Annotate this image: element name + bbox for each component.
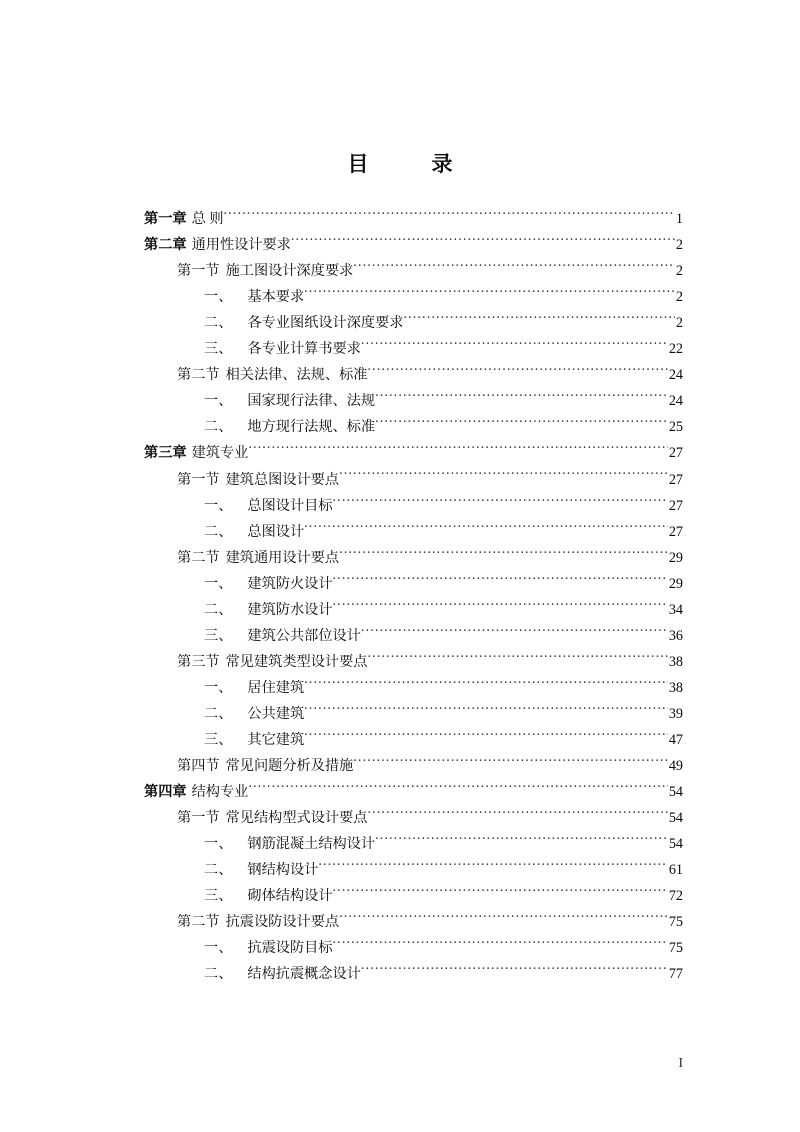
toc-entry-title: 总图设计 — [247, 523, 305, 540]
toc-entry-number: 三、 — [204, 627, 233, 644]
toc-dot-leader — [224, 197, 675, 223]
toc-entry-title: 砌体结构设计 — [247, 888, 333, 905]
toc-entry-number: 三、 — [204, 888, 233, 905]
toc-dot-leader — [339, 457, 668, 483]
toc-entry-number: 第四章 — [144, 784, 187, 801]
toc-entry-title: 相关法律、法规、标准 — [225, 367, 368, 384]
toc-entry-page-number: 39 — [668, 705, 683, 722]
toc-entry-number: 第三章 — [144, 445, 187, 462]
toc-entry-title: 其它建筑 — [247, 731, 305, 748]
toc-dot-leader — [375, 822, 668, 848]
toc-entry-title: 各专业计算书要求 — [247, 341, 361, 358]
toc-dot-leader — [333, 484, 668, 510]
toc-entry-page-number: 61 — [668, 862, 683, 879]
table-of-contents — [0, 197, 800, 983]
toc-entry-title: 结构抗震概念设计 — [247, 966, 361, 983]
toc-entry-title: 抗震设防目标 — [247, 940, 333, 957]
footer-page-number: I — [678, 1055, 683, 1070]
toc-entry-page-number: 2 — [675, 315, 683, 332]
toc-entry-page-number: 24 — [668, 393, 683, 410]
toc-entry-page-number: 2 — [675, 289, 683, 306]
toc-dot-leader — [318, 848, 667, 874]
toc-entry-number: 一、 — [204, 575, 233, 592]
toc-entry-title: 建筑公共部位设计 — [247, 627, 361, 644]
toc-entry-page-number: 54 — [668, 784, 683, 801]
toc-entry-page-number: 29 — [668, 549, 683, 566]
toc-dot-leader — [361, 327, 668, 353]
toc-dot-leader — [367, 640, 667, 666]
toc-entry-number: 一、 — [204, 393, 233, 410]
toc-entry-page-number: 47 — [668, 731, 683, 748]
toc-dot-leader — [367, 353, 667, 379]
toc-entry-page-number: 27 — [668, 471, 683, 488]
toc-dot-leader — [333, 926, 668, 952]
toc-entry-title: 公共建筑 — [247, 705, 305, 722]
toc-entry-number: 一、 — [204, 289, 233, 306]
toc-entry-title: 建筑通用设计要点 — [225, 549, 340, 566]
toc-dot-leader — [304, 718, 668, 744]
toc-dot-leader — [375, 379, 668, 405]
toc-entry-page-number: 2 — [675, 237, 683, 254]
toc-entry-title: 基本要求 — [247, 289, 305, 306]
toc-entry-page-number: 36 — [668, 627, 683, 644]
toc-entry-number: 一、 — [204, 679, 233, 696]
toc-entry-page-number: 38 — [668, 653, 683, 670]
toc-entry-page-number: 1 — [675, 211, 683, 228]
toc-entry-page-number: 54 — [668, 810, 683, 827]
toc-entry-page-number: 24 — [668, 367, 683, 384]
toc-dot-leader — [361, 952, 668, 978]
toc-dot-leader — [339, 536, 668, 562]
toc-entry[interactable] — [0, 197, 800, 228]
toc-dot-leader — [353, 744, 668, 770]
toc-dot-leader — [304, 692, 668, 718]
toc-entry-number: 二、 — [204, 862, 233, 879]
toc-entry-title: 总 则 — [191, 211, 224, 228]
toc-entry-page-number: 34 — [668, 601, 683, 618]
toc-entry-number: 第四节 — [177, 758, 220, 775]
toc-dot-leader — [333, 562, 668, 588]
toc-entry-title: 结构专业 — [191, 784, 249, 801]
toc-entry-title: 建筑防火设计 — [247, 575, 333, 592]
toc-entry-number: 二、 — [204, 419, 233, 436]
toc-dot-leader — [304, 510, 668, 536]
toc-dot-leader — [333, 588, 668, 614]
toc-entry-number: 第一章 — [144, 211, 187, 228]
toc-entry-page-number: 77 — [668, 966, 683, 983]
toc-entry-title: 各专业图纸设计深度要求 — [247, 315, 404, 332]
toc-entry-page-number: 72 — [668, 888, 683, 905]
toc-entry-number: 一、 — [204, 940, 233, 957]
toc-dot-leader — [403, 301, 674, 327]
toc-entry-page-number: 2 — [675, 263, 683, 280]
toc-dot-leader — [248, 770, 667, 796]
toc-entry-number: 三、 — [204, 731, 233, 748]
toc-dot-leader — [367, 796, 667, 822]
toc-entry-page-number: 75 — [668, 940, 683, 957]
toc-entry-page-number: 38 — [668, 679, 683, 696]
toc-entry-number: 第一节 — [177, 810, 220, 827]
toc-entry-number: 三、 — [204, 341, 233, 358]
toc-entry-page-number: 29 — [668, 575, 683, 592]
toc-entry-title: 总图设计目标 — [247, 497, 333, 514]
toc-dot-leader — [248, 431, 667, 457]
toc-dot-leader — [361, 614, 668, 640]
toc-entry-page-number: 75 — [668, 914, 683, 931]
toc-entry-page-number: 27 — [668, 497, 683, 514]
toc-entry-number: 二、 — [204, 705, 233, 722]
toc-entry-number: 第二章 — [144, 237, 187, 254]
toc-entry-title: 通用性设计要求 — [191, 237, 291, 254]
toc-entry-page-number: 27 — [668, 523, 683, 540]
toc-entry-number: 第二节 — [177, 367, 220, 384]
toc-dot-leader — [353, 249, 675, 275]
toc-entry-number: 二、 — [204, 315, 233, 332]
toc-dot-leader — [339, 900, 668, 926]
toc-entry-page-number: 49 — [668, 758, 683, 775]
toc-entry-number: 第一节 — [177, 471, 220, 488]
toc-entry-title: 地方现行法规、标准 — [247, 419, 376, 436]
toc-entry-title: 建筑防水设计 — [247, 601, 333, 618]
toc-entry-page-number: 27 — [668, 445, 683, 462]
toc-entry-title: 常见建筑类型设计要点 — [225, 653, 368, 670]
toc-dot-leader — [333, 874, 668, 900]
toc-entry-number: 第三节 — [177, 653, 220, 670]
toc-entry-title: 居住建筑 — [247, 679, 305, 696]
toc-entry-number: 二、 — [204, 601, 233, 618]
toc-entry-number: 一、 — [204, 836, 233, 853]
toc-entry-title: 建筑专业 — [191, 445, 249, 462]
toc-entry-page-number: 22 — [668, 341, 683, 358]
toc-entry-title: 钢筋混凝土结构设计 — [247, 836, 376, 853]
toc-entry-title: 抗震设防设计要点 — [225, 914, 340, 931]
toc-entry-title: 施工图设计深度要求 — [225, 263, 354, 280]
toc-entry-number: 二、 — [204, 523, 233, 540]
toc-entry-number: 一、 — [204, 497, 233, 514]
toc-entry-title: 常见问题分析及措施 — [225, 758, 354, 775]
toc-entry-number: 二、 — [204, 966, 233, 983]
toc-entry-number: 第二节 — [177, 549, 220, 566]
toc-dot-leader — [375, 405, 668, 431]
toc-entry-number: 第一节 — [177, 263, 220, 280]
toc-entry-number: 第二节 — [177, 914, 220, 931]
toc-entry-title: 钢结构设计 — [247, 862, 319, 879]
toc-dot-leader — [304, 666, 668, 692]
toc-dot-leader — [291, 223, 675, 249]
page-title: 目 录 — [347, 152, 453, 176]
toc-dot-leader — [304, 275, 675, 301]
toc-entry-page-number: 25 — [668, 419, 683, 436]
toc-entry-page-number: 54 — [668, 836, 683, 853]
toc-entry-title: 建筑总图设计要点 — [225, 471, 340, 488]
toc-entry-title: 常见结构型式设计要点 — [225, 810, 368, 827]
toc-entry-title: 国家现行法律、法规 — [247, 393, 376, 410]
